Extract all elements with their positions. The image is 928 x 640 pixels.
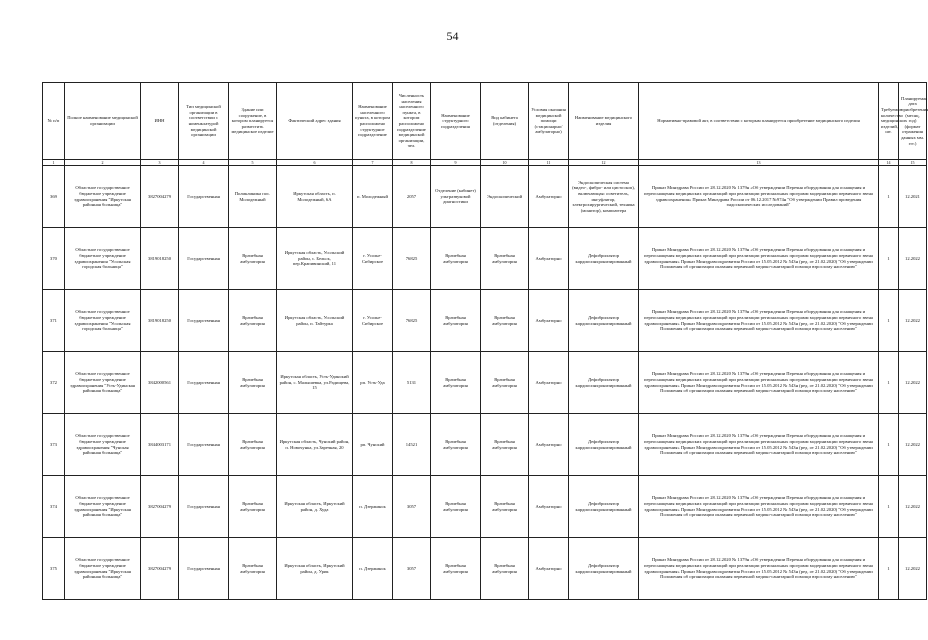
table-row — [43, 476, 927, 538]
purchase-date: 12.2021 — [899, 166, 927, 228]
table-row — [43, 166, 927, 228]
care-conditions: Амбулаторно — [529, 538, 569, 600]
population: 76825 — [393, 290, 431, 352]
inn: 3819018250 — [141, 290, 179, 352]
device-name: Эндоскопическая система (видео-, фибро- или цистоскоп), включающая: осветитель, ингуфлятор, электрохирургический, техника (монитор), компьютера — [569, 166, 639, 228]
structural-unit: Врачебная амбулатория — [431, 228, 481, 290]
inn: 3827004279 — [141, 166, 179, 228]
building: Врачебная амбулатория — [229, 538, 277, 600]
purchase-date: 12.2022 — [899, 352, 927, 414]
row-number: 371 — [43, 290, 65, 352]
address: Иркутская область, Иркутский район, д. Урик — [277, 538, 353, 600]
column-number: 12 — [569, 160, 639, 166]
structural-unit: Врачебная амбулатория — [431, 476, 481, 538]
quantity: 1 — [879, 290, 899, 352]
column-header: Наименование медицинского изделия — [569, 83, 639, 160]
building: Врачебная амбулатория — [229, 476, 277, 538]
care-conditions: Амбулаторно — [529, 228, 569, 290]
legal-act: Приказ Минздрава России от 28.12.2020 № 1379н «Об утверждении Перечня оборудования для оснащения и переоснащения медицинских организаций при реализации региональных программ модернизации первичного звена здравоохранения» Приказ Минздравсоцразвития России от 15.05.2012 № 543н (ред. от 21.02.2020) "Об утверждении Положения об организации оказания первичной медико-санитарной помощи взрослому населению" — [639, 476, 879, 538]
column-header: Наименование населенного пункта, в котором расположено структурное подразделение — [353, 83, 393, 160]
column-header: Тип медицинской организации в соответствии с номенклатурой медицинской организации — [179, 83, 229, 160]
population: 3057 — [393, 538, 431, 600]
column-header: Здание или сооружение, в котором планируется разместить медицинское изделие — [229, 83, 277, 160]
column-number: 6 — [277, 160, 353, 166]
organization-name: Областное государственное бюджетное учреждение здравоохранения "Иркутская районная больница" — [65, 166, 141, 228]
legal-act: Приказ Минздрава России от 28.12.2020 № 1379н «Об утверждении Перечня оборудования для оснащения и переоснащения медицинских организаций при реализации региональных программ модернизации первичного звена здравоохранения» Приказ Минздравсоцразвития России от 15.05.2012 № 543н (ред. от 21.02.2020) "Об утверждении Положения об организации оказания первичной медико-санитарной помощи взрослому населению" — [639, 414, 879, 476]
settlement: рп. Усть-Уда — [353, 352, 393, 414]
column-number: 8 — [393, 160, 431, 166]
population: 5131 — [393, 352, 431, 414]
purchase-date: 12.2022 — [899, 290, 927, 352]
inn: 3827004279 — [141, 476, 179, 538]
structural-unit: Врачебная амбулатория — [431, 352, 481, 414]
column-number: 10 — [481, 160, 529, 166]
building: Врачебная амбулатория — [229, 352, 277, 414]
table-row — [43, 352, 927, 414]
column-header: Численность населения населенного пункта, в котором расположено подразделение медицинской организации, чел. — [393, 83, 431, 160]
care-conditions: Амбулаторно — [529, 290, 569, 352]
row-number: 374 — [43, 476, 65, 538]
address: Иркутская область, Усть-Удинский район, с. Малышевка, ул.Радищева, 15 — [277, 352, 353, 414]
settlement: п. Дзержинск — [353, 476, 393, 538]
organization-type: Государственная — [179, 414, 229, 476]
care-conditions: Амбулаторно — [529, 166, 569, 228]
device-name: Дефибриллятор кардиосинхронизированный — [569, 538, 639, 600]
column-number: 13 — [639, 160, 879, 166]
table-row — [43, 538, 927, 600]
row-number: 372 — [43, 352, 65, 414]
address: Иркутская область, Иркутский район, д. Худа — [277, 476, 353, 538]
cabinet-type: Эндоскопический — [481, 166, 529, 228]
column-header: Фактический адрес здания — [277, 83, 353, 160]
page-number: 54 — [446, 29, 459, 43]
column-number: 7 — [353, 160, 393, 166]
table-body — [43, 166, 927, 600]
column-header: Нормативно-правовой акт, в соответствии с которым планируется приобретение медицинского изделия — [639, 83, 879, 160]
organization-name: Областное государственное бюджетное учреждение здравоохранения "Усольская городская больница" — [65, 290, 141, 352]
organization-name: Областное государственное бюджетное учреждение здравоохранения "Иркутская районная больница" — [65, 538, 141, 600]
column-header: Вид кабинета (отделения) — [481, 83, 529, 160]
column-header: Условия оказания медицинской помощи (стационарно/амбулаторно) — [529, 83, 569, 160]
organization-name: Областное государственное бюджетное учреждение здравоохранения "Иркутская районная больница" — [65, 476, 141, 538]
population: 14521 — [393, 414, 431, 476]
address: Иркутская область, Усольский район, п. Тайтурка — [277, 290, 353, 352]
row-number: 369 — [43, 166, 65, 228]
column-number: 11 — [529, 160, 569, 166]
legal-act: Приказ Минздрава России от 28.12.2020 № 1379н «Об утверждении Перечня оборудования для оснащения и переоснащения медицинских организаций при реализации региональных программ модернизации первичного звена здравоохранения» Приказ Минздравсоцразвития России от 15.05.2012 № 543н (ред. от 21.02.2020) "Об утверждении Положения об организации оказания первичной медико-санитарной помощи взрослому населению" — [639, 352, 879, 414]
building: Врачебная амбулатория — [229, 228, 277, 290]
column-header: Полное наименование медицинской организации — [65, 83, 141, 160]
header-row — [43, 83, 927, 160]
organization-name: Областное государственное бюджетное учреждение здравоохранения "Усольская городская больница" — [65, 228, 141, 290]
table-row — [43, 228, 927, 290]
structural-unit: Врачебная амбулатория — [431, 538, 481, 600]
purchase-date: 12.2022 — [899, 538, 927, 600]
row-number: 373 — [43, 414, 65, 476]
column-number: 4 — [179, 160, 229, 166]
inn: 3819018250 — [141, 228, 179, 290]
building: Поликлиника пос. Молодежный — [229, 166, 277, 228]
device-name: Дефибриллятор кардиосинхронизированный — [569, 290, 639, 352]
structural-unit: Врачебная амбулатория — [431, 414, 481, 476]
legal-act: Приказ Минздрава России от 28.12.2020 № 1379н «Об утверждении Перечня оборудования для оснащения и переоснащения медицинских организаций при реализации региональных программ модернизации первичного звена здравоохранения» Приказ Минздравсоцразвития России от 15.05.2012 № 543н (ред. от 21.02.2020) "Об утверждении Положения об организации оказания первичной медико-санитарной помощи взрослому населению" — [639, 290, 879, 352]
cabinet-type: Врачебная амбулатория — [481, 476, 529, 538]
quantity: 1 — [879, 352, 899, 414]
settlement: п. Молодежный — [353, 166, 393, 228]
population: 2057 — [393, 166, 431, 228]
organization-type: Государственная — [179, 228, 229, 290]
column-header: Планируемая дата приобретения (месяц, год) (формат отражения данных мм. ггг.) — [899, 83, 927, 160]
organization-type: Государственная — [179, 538, 229, 600]
cabinet-type: Врачебная амбулатория — [481, 228, 529, 290]
column-number: 15 — [899, 160, 927, 166]
quantity: 1 — [879, 414, 899, 476]
care-conditions: Амбулаторно — [529, 414, 569, 476]
legal-act: Приказ Минздрава России от 28.12.2020 № 1379н «Об утверждении Перечня оборудования для оснащения и переоснащения медицинских организаций при реализации региональных программ модернизации первичного звена здравоохранения» Приказ Минздравсоцразвития России от 15.05.2012 № 543н (ред. от 21.02.2020) "Об утверждении Положения об организации оказания первичной медико-санитарной помощи взрослому населению" — [639, 538, 879, 600]
column-header: ИНН — [141, 83, 179, 160]
settlement: рп. Чунский — [353, 414, 393, 476]
cabinet-type: Врачебная амбулатория — [481, 290, 529, 352]
cabinet-type: Врачебная амбулатория — [481, 538, 529, 600]
population: 76825 — [393, 228, 431, 290]
column-number: 14 — [879, 160, 899, 166]
device-name: Дефибриллятор кардиосинхронизированный — [569, 352, 639, 414]
row-number: 375 — [43, 538, 65, 600]
column-header: № п/п — [43, 83, 65, 160]
column-number: 5 — [229, 160, 277, 166]
care-conditions: Амбулаторно — [529, 476, 569, 538]
quantity: 1 — [879, 166, 899, 228]
row-number: 370 — [43, 228, 65, 290]
inn: 3827004279 — [141, 538, 179, 600]
inn: 3844003171 — [141, 414, 179, 476]
device-name: Дефибриллятор кардиосинхронизированный — [569, 476, 639, 538]
table-row — [43, 414, 927, 476]
quantity: 1 — [879, 538, 899, 600]
organization-type: Государственная — [179, 352, 229, 414]
legal-act: Приказ Минздрава России от 28.12.2020 № 1379н «Об утверждении Перечня оборудования для оснащения и переоснащения медицинских организаций при реализации региональных программ модернизации первичного звена здравоохранения» Приказ Минздравсоцразвития России от 15.05.2012 № 543н (ред. от 21.02.2020) "Об утверждении Положения об организации оказания первичной медико-санитарной помощи взрослому населению" — [639, 228, 879, 290]
column-header: Наименование структурного подразделения — [431, 83, 481, 160]
address: Иркутская область, Усольский район, с. Бельск, пер.Крапивинский, 11 — [277, 228, 353, 290]
column-header: Требуемое количество медицинских изделий, шт. — [879, 83, 899, 160]
inn: 3842000561 — [141, 352, 179, 414]
organization-type: Государственная — [179, 476, 229, 538]
device-name: Дефибриллятор кардиосинхронизированный — [569, 228, 639, 290]
column-number: 2 — [65, 160, 141, 166]
legal-act: Приказ Минздрава России от 28.12.2020 № 1379н «Об утверждении Перечня оборудования для оснащения и переоснащения медицинских организаций при реализации региональных программ модернизации первичного звена здравоохранения» Приказ Минздрава России от 06.12.2017 №974н "Об утверждении Правил проведения эндоскопических исследований" — [639, 166, 879, 228]
address: Иркутская область, Чунский район, п. Новочунка, ул.Заречная, 20 — [277, 414, 353, 476]
cabinet-type: Врачебная амбулатория — [481, 414, 529, 476]
device-name: Дефибриллятор кардиосинхронизированный — [569, 414, 639, 476]
table-row — [43, 290, 927, 352]
column-number: 3 — [141, 160, 179, 166]
population: 3057 — [393, 476, 431, 538]
organization-name: Областное государственное бюджетное учреждение здравоохранения "Чунская районная больница" — [65, 414, 141, 476]
purchase-date: 12.2022 — [899, 414, 927, 476]
purchase-date: 12.2022 — [899, 476, 927, 538]
building: Врачебная амбулатория — [229, 290, 277, 352]
organization-name: Областное государственное бюджетное учреждение здравоохранения "Усть-Удинская районная больница" — [65, 352, 141, 414]
building: Врачебная амбулатория — [229, 414, 277, 476]
column-number: 9 — [431, 160, 481, 166]
settlement: г. Усолье-Сибирское — [353, 290, 393, 352]
care-conditions: Амбулаторно — [529, 352, 569, 414]
organization-type: Государственная — [179, 166, 229, 228]
structural-unit: Отделение (кабинет) ультразвуковой диагностики — [431, 166, 481, 228]
address: Иркутская область, п. Молодежный, 6А — [277, 166, 353, 228]
quantity: 1 — [879, 476, 899, 538]
purchase-date: 12.2022 — [899, 228, 927, 290]
cabinet-type: Врачебная амбулатория — [481, 352, 529, 414]
settlement: г. Усолье-Сибирское — [353, 228, 393, 290]
structural-unit: Врачебная амбулатория — [431, 290, 481, 352]
column-number: 1 — [43, 160, 65, 166]
settlement: п. Дзержинск — [353, 538, 393, 600]
organization-type: Государственная — [179, 290, 229, 352]
equipment-register-table — [42, 82, 927, 600]
quantity: 1 — [879, 228, 899, 290]
